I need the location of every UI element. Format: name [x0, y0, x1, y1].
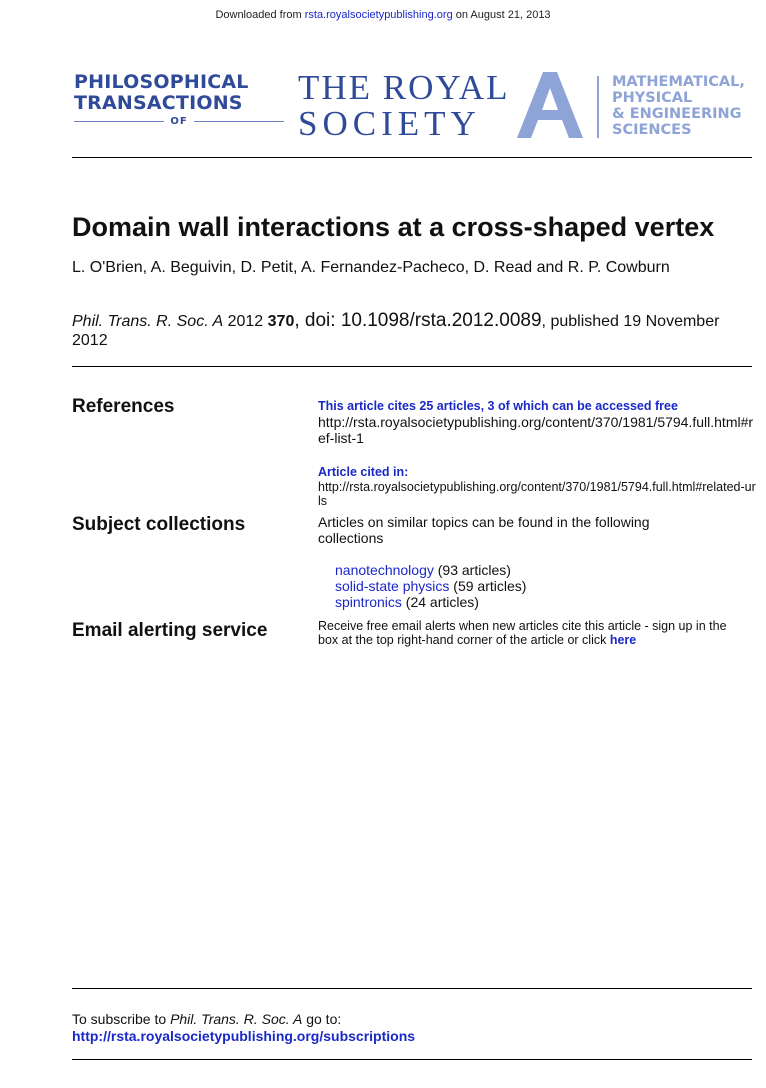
- divider-middle: [72, 366, 752, 367]
- references-cites-link[interactable]: This article cites 25 articles, 3 of which can be accessed free: [318, 399, 678, 413]
- logo-of: OF: [170, 116, 188, 127]
- citation-published: , published 19 November 2012: [72, 313, 720, 349]
- logo-sub-mathematical: MATHEMATICAL,: [612, 74, 745, 90]
- logo-line-philosophical: PHILOSOPHICAL: [74, 71, 249, 93]
- logo-sub-physical: PHYSICAL: [612, 90, 693, 106]
- subscribe-url-link[interactable]: http://rsta.royalsocietypublishing.org/subscriptions: [72, 1028, 416, 1044]
- article-cited-in-link[interactable]: Article cited in:: [318, 465, 409, 479]
- subject-count: (59 articles): [449, 578, 527, 594]
- references-url-2: http://rsta.royalsocietypublishing.org/content/370/1981/5794.full.html#related-urls: [318, 480, 756, 508]
- citation-year: 2012: [223, 313, 268, 330]
- logo-series-name: [612, 74, 745, 138]
- references-heading: References: [72, 396, 175, 417]
- subject-count: (24 articles): [401, 594, 479, 610]
- email-alerting-heading: Email alerting service: [72, 620, 268, 641]
- subject-count: (93 articles): [433, 562, 511, 578]
- subject-collections-intro: Articles on similar topics can be found in the following collections: [318, 514, 650, 546]
- logo-divider: [597, 76, 599, 138]
- logo-royal-society: [298, 70, 509, 142]
- logo-of-rule-left: [74, 121, 164, 122]
- logo-of-rule-right: [194, 121, 284, 122]
- email-alerting-content: [318, 619, 743, 647]
- references-content: [318, 397, 758, 508]
- subscribe-line: [72, 1011, 752, 1028]
- logo-the-royal: THE ROYAL: [298, 68, 510, 107]
- logo-of-row: [74, 116, 284, 127]
- citation-journal: Phil. Trans. R. Soc. A: [72, 313, 224, 330]
- subscribe-journal: Phil. Trans. R. Soc. A: [170, 1011, 303, 1027]
- logo-sub-engineering: & ENGINEERING: [612, 106, 742, 122]
- subscribe-suffix: go to:: [302, 1011, 342, 1027]
- divider-top: [72, 157, 752, 158]
- email-alert-here-link[interactable]: here: [609, 633, 637, 647]
- email-alerting-text: Receive free email alerts when new articles cite this article - sign up in the box at the top right-hand corner of the article or click: [318, 619, 727, 647]
- logo-philosophical-transactions: [74, 72, 284, 127]
- subject-link-solid-state-physics[interactable]: solid-state physics: [335, 578, 450, 594]
- citation-doi: , doi: 10.1098/rsta.2012.0089: [294, 310, 542, 331]
- logo-letter-a-icon: [513, 70, 587, 140]
- references-url-1: http://rsta.royalsocietypublishing.org/content/370/1981/5794.full.html#ref-list-1: [318, 414, 754, 446]
- logo-line-transactions: TRANSACTIONS: [74, 92, 243, 114]
- subject-link-nanotechnology[interactable]: nanotechnology: [335, 562, 434, 578]
- divider-bottom: [72, 988, 752, 989]
- subject-item: [335, 594, 718, 610]
- logo-sub-sciences: SCIENCES: [612, 122, 692, 138]
- download-suffix: on August 21, 2013: [452, 9, 551, 21]
- citation-volume: 370: [267, 313, 295, 330]
- subject-collections-heading: Subject collections: [72, 514, 246, 535]
- subject-item: [335, 562, 718, 578]
- divider-footer: [72, 1059, 752, 1060]
- subscribe-block: [72, 1011, 752, 1045]
- download-site-link[interactable]: rsta.royalsocietypublishing.org: [304, 9, 453, 21]
- article-title: Domain wall interactions at a cross-shaped vertex: [72, 212, 715, 242]
- logo-society: SOCIETY: [298, 104, 481, 143]
- article-citation: [72, 311, 752, 350]
- subscribe-prefix: To subscribe to: [72, 1011, 171, 1027]
- subject-link-spintronics[interactable]: spintronics: [335, 594, 402, 610]
- subject-collections-content: [318, 514, 718, 610]
- download-notice: [0, 9, 766, 21]
- subject-item: [335, 578, 718, 594]
- article-authors: L. O'Brien, A. Beguivin, D. Petit, A. Fernandez-Pacheco, D. Read and R. P. Cowburn: [72, 259, 670, 276]
- download-prefix: Downloaded from: [215, 9, 305, 21]
